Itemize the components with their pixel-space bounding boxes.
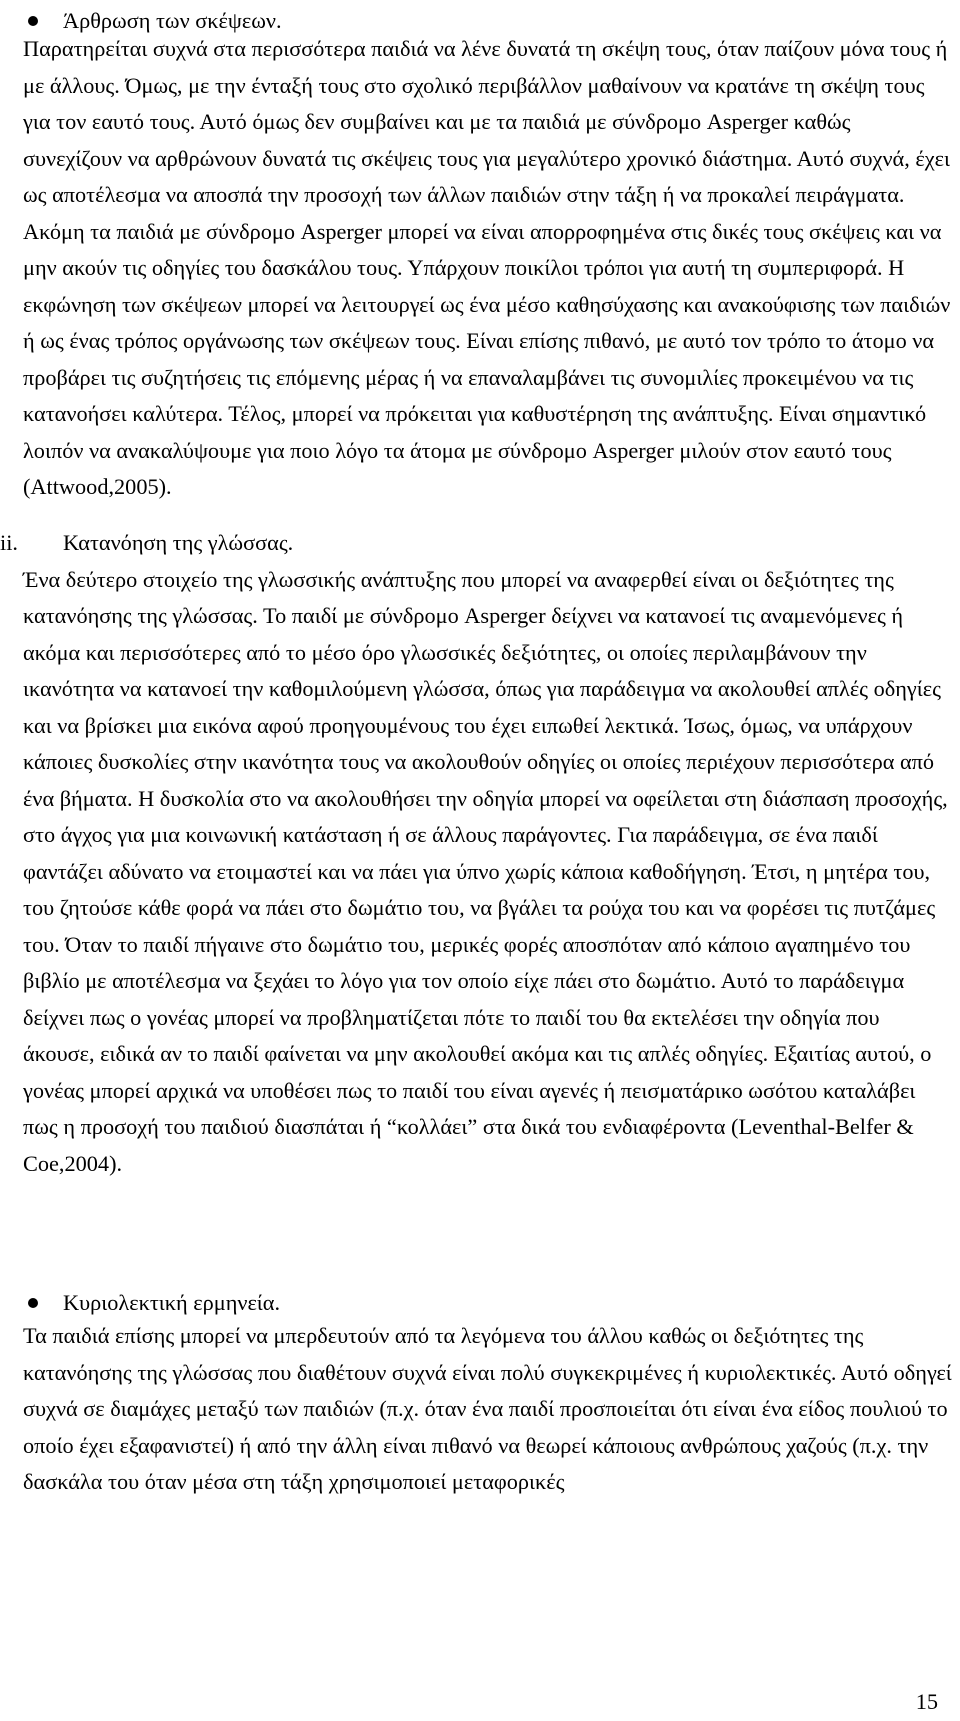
page-number: 15 bbox=[915, 1689, 938, 1714]
heading-text: Άρθρωση των σκέψεων. bbox=[63, 8, 282, 33]
heading-text: Κατανόηση της γλώσσας. bbox=[63, 529, 294, 555]
section-heading-literal bbox=[23, 1282, 953, 1324]
bullet-icon bbox=[28, 16, 38, 26]
bullet-icon bbox=[28, 1298, 38, 1308]
section-heading-comprehension bbox=[0, 522, 953, 564]
heading-text: Κυριολεκτική ερμηνεία. bbox=[63, 1290, 281, 1315]
paragraph-articulation: Παρατηρείται συχνά στα περισσότερα παιδιά να λένε δυνατά τη σκέψη τους, όταν παίζουν μόνα τους ή με άλλους. Όμως, με την ένταξή τους στο σχολικό περιβάλλον μαθαίνουν να κρατάνε τη σκέψη τους για τον εαυτό τους. Αυτό όμως δεν συμβαίνει και με τα παιδιά με σύνδρομο Asperger καθώς συνεχίζουν να αρθρώνουν δυνατά τις σκέψεις τους για μεγαλύτερο χρονικό διάστημα. Αυτό συχνά, έχει ως αποτέλεσμα να αποσπά την προσοχή των άλλων παιδιών στην τάξη ή να προκαλεί πειράγματα. Ακόμη τα παιδιά με σύνδρομο Asperger μπορεί να είναι απορροφημένα στις δικές τους σκέψεις και να μην ακούν τις οδηγίες του δασκάλου τους. Υπάρχουν ποικίλοι τρόποι για αυτή τη συμπεριφορά. Η εκφώνηση των σκέψεων μπορεί να λειτουργεί ως ένα μέσο καθησύχασης και ανακούφισης των παιδιών ή ως ένας τρόπος οργάνωσης των σκέψεων τους. Είναι επίσης πιθανό, με αυτό τον τρόπο το άτομο να προβάρει τις συζητήσεις τις επόμενης μέρας ή να επαναλαμβάνει τις συνομιλίες προκειμένου να τις κατανοήσει καλύτερα. Τέλος, μπορεί να πρόκειται για καθυστέρηση της ανάπτυξης. Είναι σημαντικό λοιπόν να ανακαλύψουμε για ποιο λόγο τα άτομα με σύνδρομο Asperger μιλούν στον εαυτό τους (Attwood,2005). bbox=[23, 36, 951, 499]
roman-numeral-marker: ii. bbox=[0, 529, 18, 555]
section-heading-articulation bbox=[23, 0, 953, 42]
paragraph-comprehension: Ένα δεύτερο στοιχείο της γλωσσικής ανάπτυξης που μπορεί να αναφερθεί είναι οι δεξιότητες της κατανόησης της γλώσσας. Το παιδί με σύνδρομο Asperger δείχνει να κατανοεί τις αναμενόμενες ή ακόμα και περισσότερες από το μέσο όρο γλωσσικές δεξιότητες, οι οποίες περιλαμβάνουν την ικανότητα να κατανοεί την καθομιλούμενη γλώσσα, όπως για παράδειγμα να ακολουθεί απλές οδηγίες και να βρίσκει μια εικόνα αφού προηγουμένους του έχει ειπωθεί λεκτικά. Ίσως, όμως, να υπάρχουν κάποιες δυσκολίες στην ικανότητα τους να ακολουθούν οδηγίες οι οποίες περιέχουν περισσότερα από ένα βήματα. Η δυσκολία στο να ακολουθήσει την οδηγία μπορεί να οφείλεται στη διάσπαση προσοχής, στο άγχος για μια κοινωνική κατάσταση ή σε άλλους παράγοντες. Για παράδειγμα, σε ένα παιδί φαντάζει αδύνατο να ετοιμαστεί και να πάει για ύπνο χωρίς κάποια καθοδήγηση. Έτσι, η μητέρα του, του ζητούσε κάθε φορά να πάει στο δωμάτιο του, να βγάλει τα ρούχα του και να φορέσει τις πυτζάμες του. Όταν το παιδί πήγαινε στο δωμάτιο του, μερικές φορές αποσπόταν από κάποιο αγαπημένο του βιβλίο με αποτέλεσμα να ξεχάει το λόγο για τον οποίο είχε πάει στο δωμάτιο. Αυτό το παράδειγμα δείχνει πως ο γονέας μπορεί να προβληματίζεται πότε το παιδί του θα εκτελέσει την οδηγία που άκουσε, ειδικά αν το παιδί φαίνεται να μην ακολουθεί ακόμα και τις απλές οδηγίες. Εξαιτίας αυτού, ο γονέας μπορεί αρχικά να υποθέσει πως το παιδί του είναι αγενές ή πεισματάρικο ωσότου καταλάβει πως η προσοχή του παιδιού διασπάται ή “κολλάει” στα δικά του ενδιαφέροντα (Leventhal-Belfer & Coe,2004). bbox=[23, 566, 948, 1176]
paragraph-literal: Τα παιδιά επίσης μπορεί να μπερδευτούν από τα λεγόμενα του άλλου καθώς οι δεξιότητες της κατανόησης της γλώσσας που διαθέτουν συχνά είναι πολύ συγκεκριμένες ή κυριολεκτικές. Αυτό οδηγεί συχνά σε διαμάχες μεταξύ των παιδιών (π.χ. όταν ένα παιδί προσποιείται ότι είναι ένα είδος πουλιού το οποίο έχει εξαφανιστεί) ή από την άλλη είναι πιθανό να θεωρεί κάποιους ανθρώπους χαζούς (π.χ. την δασκάλα του όταν μέσα στη τάξη χρησιμοποιεί μεταφορικές bbox=[23, 1323, 952, 1494]
